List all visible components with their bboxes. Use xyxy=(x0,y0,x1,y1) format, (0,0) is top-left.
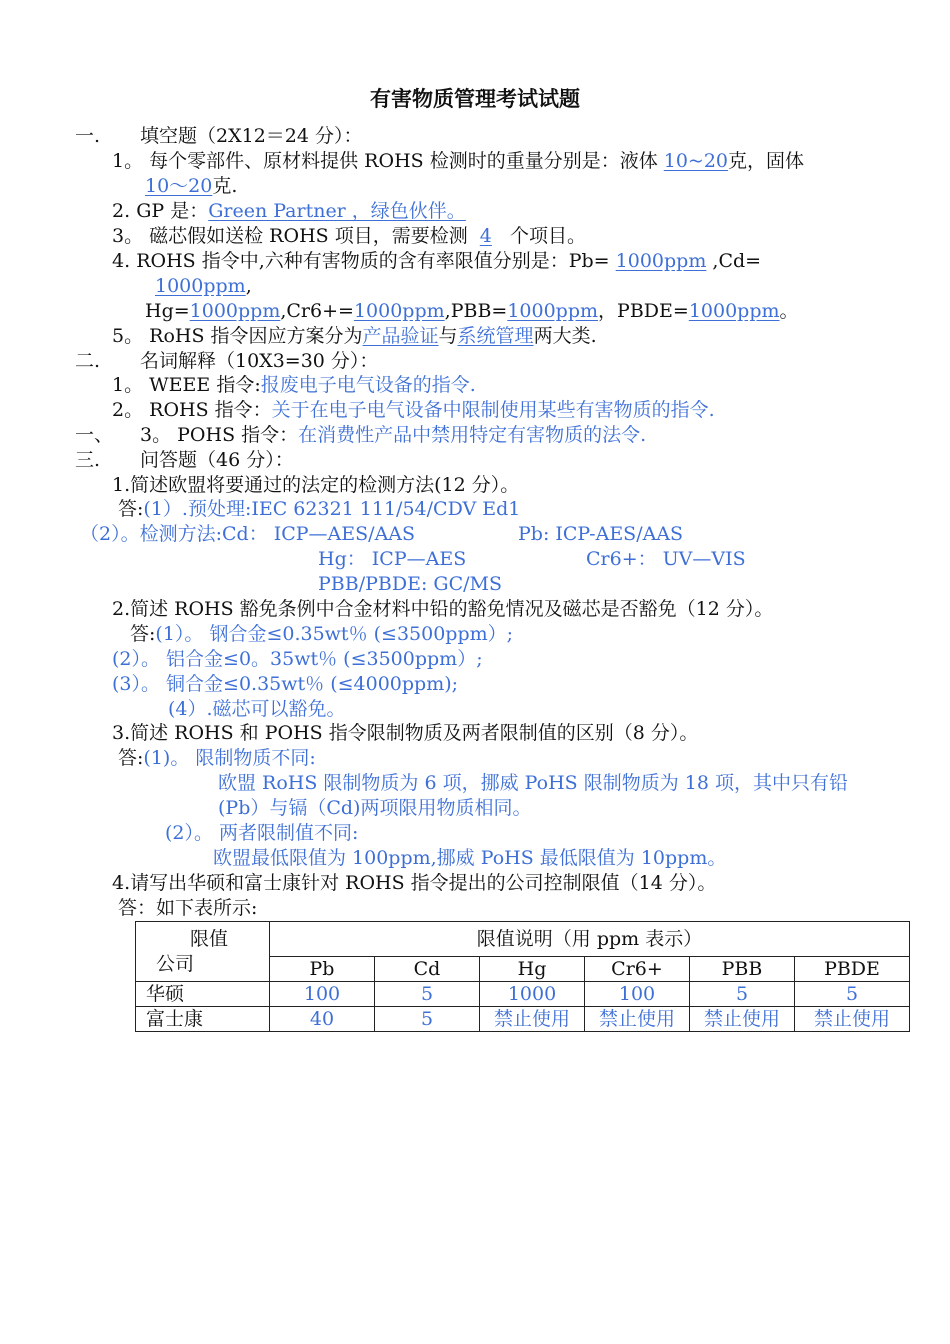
table-column-pbde: PBDE xyxy=(795,957,910,982)
s1-q5-mid: 与 xyxy=(438,325,458,347)
s2-q2-answer: 关于在电子电气设备中限制使用某些有害物质的指令. xyxy=(271,399,715,421)
s2-q1-number: 1。 xyxy=(112,374,144,396)
s1-q4-text: ROHS 指令中,六种有害物质的含有率限值分别是：Pb= xyxy=(136,250,610,272)
s3-q2-steel: (1）。 钢合金≤0.35wt％ (≤3500ppm）; xyxy=(155,623,514,645)
s3-q3-point-1-line-1: 欧盟 RoHS 限制物质为 6 项，挪威 PoHS 限制物质为 18 项，其中只有铅 xyxy=(218,772,848,794)
s3-q3-answer-1 xyxy=(118,746,316,771)
s3-q4-question: 4.请写出华硕和富士康针对 ROHS 指令提出的公司控制限值（14 分）。 xyxy=(112,872,717,894)
s1-q5-answer-1: 产品验证 xyxy=(362,325,439,347)
s2-q3-answer: 在消费性产品中禁用特定有害物质的法令. xyxy=(298,424,647,446)
s3-q1-pretreatment: (1）.预处理:IEC 62321 111/54/CDV Ed1 xyxy=(143,498,521,520)
s3-q2-aluminium: (2）。 铝合金≤0。35wt％ (≤3500ppm）; xyxy=(112,648,483,670)
table-header: 限值说明（用 ppm 表示） xyxy=(270,922,910,957)
s3-q2-core: (4）.磁芯可以豁免。 xyxy=(168,698,346,720)
s1-q4-cr-value: 1000ppm xyxy=(353,300,445,322)
table-cell: 5 xyxy=(795,982,910,1007)
s1-q1-text: 每个零部件、原材料提供 ROHS 检测时的重量分别是：液体 xyxy=(149,150,658,172)
s1-q2-number: 2. xyxy=(112,200,131,222)
s1-q3 xyxy=(112,224,586,249)
s2-q1-text: WEEE 指令: xyxy=(149,374,261,396)
s2-q2-text: ROHS 指令： xyxy=(149,399,272,421)
table-corner-bottom: 公司 xyxy=(156,952,195,975)
table-row xyxy=(136,1007,910,1032)
table-header-row xyxy=(136,922,910,957)
s1-q4-cd-label: ,Cd= xyxy=(712,250,762,272)
table-cell: 100 xyxy=(585,982,690,1007)
s3-q1-question: 1.简述欧盟将要通过的法定的检测方法(12 分）。 xyxy=(112,474,520,496)
s3-q1-answer-label: 答: xyxy=(118,498,144,520)
s3-q3-point-1: (1)。 限制物质不同: xyxy=(143,747,316,769)
s1-q4-end: 。 xyxy=(779,300,799,322)
s1-q1-mid: 克，固体 xyxy=(728,150,805,172)
table-company-foxconn: 富士康 xyxy=(136,1007,270,1032)
s2-q1 xyxy=(112,373,476,398)
table-column-hg: Hg xyxy=(480,957,585,982)
s1-q4-hg-label: Hg= xyxy=(145,300,190,322)
s3-q3-point-2-line-1: 欧盟最低限值为 100ppm,挪威 PoHS 最低限值为 10ppm。 xyxy=(213,847,727,869)
s1-q3-number: 3。 xyxy=(112,225,144,247)
s2-q3-text: POHS 指令： xyxy=(177,424,299,446)
s2-q3 xyxy=(140,423,646,448)
s3-q1-method-cr6: Cr6+： UV—VIS xyxy=(586,548,746,570)
s1-q4-line3 xyxy=(145,299,799,324)
s1-q4-pbde-label: ，PBDE= xyxy=(598,300,689,322)
table-cell: 禁止使用 xyxy=(795,1007,910,1032)
s3-q2-answer-1 xyxy=(130,622,513,647)
section-2-heading: 名词解释（10X3=30 分）： xyxy=(140,350,379,372)
s1-q4-cr-label: ,Cr6+= xyxy=(280,300,354,322)
section-1-heading: 填空题（2X12＝24 分）： xyxy=(140,125,363,147)
s1-q2-text: GP 是： xyxy=(136,200,209,222)
s2-q1-answer: 报废电子电气设备的指令. xyxy=(260,374,476,396)
s3-q3-question: 3.简述 ROHS 和 POHS 指令限制物质及两者限制值的区别（8 分）。 xyxy=(112,722,699,744)
s3-q2-question: 2.简述 ROHS 豁免条例中合金材料中铅的豁免情况及磁芯是否豁免（12 分）。 xyxy=(112,598,774,620)
table-cell: 1000 xyxy=(480,982,585,1007)
s3-q3-answer-label: 答: xyxy=(118,747,144,769)
table-cell: 5 xyxy=(375,982,480,1007)
s1-q5-number: 5。 xyxy=(112,325,144,347)
s2-q2 xyxy=(112,398,715,423)
s1-q3-text: 磁芯假如送检 ROHS 项目，需要检测 xyxy=(149,225,468,247)
s1-q4-line2 xyxy=(155,274,252,299)
s1-q5 xyxy=(112,324,597,349)
s3-q4-answer-label: 答：如下表所示: xyxy=(118,897,258,919)
table-column-cr6: Cr6+ xyxy=(585,957,690,982)
s1-q4-sep: , xyxy=(245,275,252,297)
table-column-pb: Pb xyxy=(270,957,375,982)
s3-q1-method-pb: Pb: ICP-AES/AAS xyxy=(518,523,684,545)
s1-q2-answer: Green Partner ，绿色伙伴。 xyxy=(208,200,466,222)
s1-q4-pb-value: 1000ppm xyxy=(615,250,707,272)
table-column-cd: Cd xyxy=(375,957,480,982)
table-cell: 100 xyxy=(270,982,375,1007)
table-cell: 禁止使用 xyxy=(585,1007,690,1032)
s3-q2-answer-label: 答: xyxy=(130,623,156,645)
section-3-heading: 问答题（46 分）： xyxy=(140,449,294,471)
s3-q1-method-cd: （2）。检测方法:Cd： ICP—AES/AAS xyxy=(80,523,416,545)
table-row xyxy=(136,982,910,1007)
section-3-number: 三. xyxy=(75,449,101,471)
table-corner-top: 限值 xyxy=(190,927,229,950)
s1-q5-end: 两大类. xyxy=(533,325,597,347)
table-cell: 禁止使用 xyxy=(690,1007,795,1032)
s2-q3-number: 3。 xyxy=(140,424,172,446)
s3-q1-answer-1 xyxy=(118,497,520,522)
page-title: 有害物质管理考试试题 xyxy=(370,87,580,111)
s1-q1-line1 xyxy=(112,149,804,174)
s1-q5-answer-2: 系统管理 xyxy=(457,325,534,347)
table-company-asus: 华硕 xyxy=(136,982,270,1007)
s1-q1-answer-liquid: 10~20 xyxy=(663,150,729,172)
table-cell: 5 xyxy=(690,982,795,1007)
s2-q2-number: 2。 xyxy=(112,399,144,421)
s1-q4-number: 4. xyxy=(112,250,131,272)
s3-q2-copper: (3）。 铜合金≤0.35wt％ (≤4000ppm); xyxy=(112,673,459,695)
table-cell: 禁止使用 xyxy=(480,1007,585,1032)
section-2-number: 二. xyxy=(75,350,101,372)
s1-q4-hg-value: 1000ppm xyxy=(189,300,281,322)
s1-q4-cd-value: 1000ppm xyxy=(155,275,246,297)
table-column-pbb: PBB xyxy=(690,957,795,982)
s1-q1-end: 克. xyxy=(212,175,238,197)
s1-q1-number: 1。 xyxy=(112,150,144,172)
table-cell: 40 xyxy=(270,1007,375,1032)
s1-q3-answer: 4 xyxy=(479,225,492,247)
s1-q3-end: 个项目。 xyxy=(510,225,587,247)
s1-q4-pbde-value: 1000ppm xyxy=(688,300,780,322)
s3-q1-method-hg: Hg： ICP—AES xyxy=(318,548,467,570)
s1-q4-pbb-value: 1000ppm xyxy=(507,300,599,322)
s1-q1-answer-solid: 10～20 xyxy=(145,175,213,197)
s1-q5-text: RoHS 指令因应方案分为 xyxy=(149,325,363,347)
s2-q3-prefix: 一、 xyxy=(75,424,114,446)
s3-q3-point-2: (2）。 两者限制值不同: xyxy=(165,822,359,844)
s1-q2 xyxy=(112,199,466,224)
section-1-number: 一. xyxy=(75,125,101,147)
s1-q1-line2 xyxy=(145,174,237,199)
table-corner-cell xyxy=(136,922,270,982)
s3-q3-point-1-line-2: (Pb）与镉（Cd)两项限用物质相同。 xyxy=(218,797,532,819)
s1-q4-pbb-label: ,PBB= xyxy=(444,300,508,322)
s3-q1-method-pbb: PBB/PBDE: GC/MS xyxy=(318,573,502,595)
s1-q4-line1 xyxy=(112,249,761,274)
limits-table xyxy=(135,921,910,1032)
table-cell: 5 xyxy=(375,1007,480,1032)
